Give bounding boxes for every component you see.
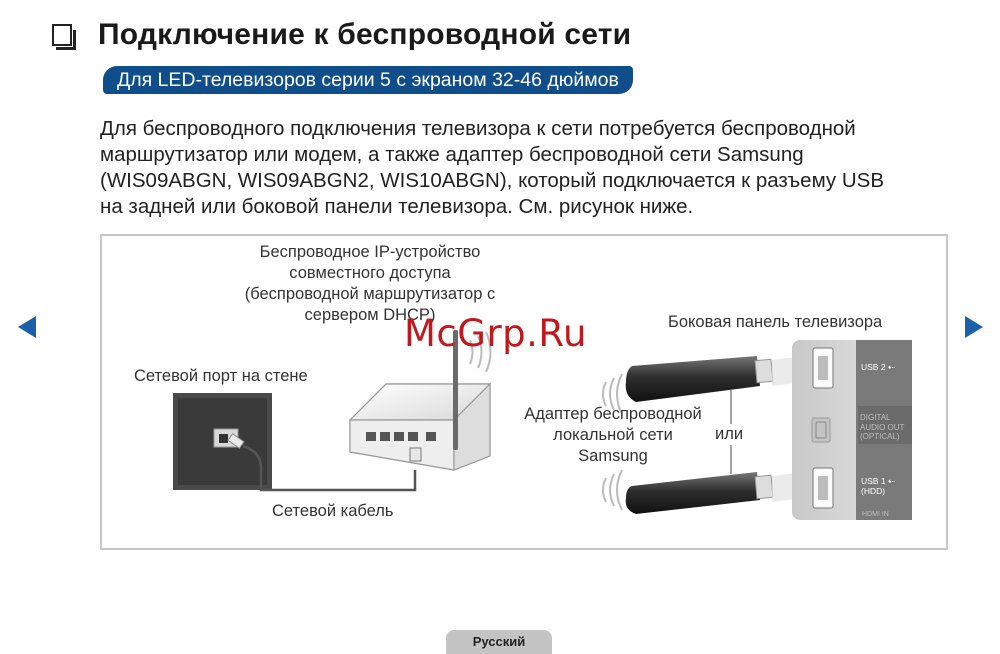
- usb-icon: ⇠: [887, 476, 896, 486]
- or-label: или: [712, 424, 746, 445]
- router-label-line: Беспроводное IP-устройство: [259, 243, 481, 261]
- wireless-adapter-bottom: [603, 470, 812, 514]
- digital-audio-line: AUDIO OUT: [860, 422, 905, 432]
- digital-audio-label: [860, 413, 904, 442]
- usb-icon: ⇠: [887, 362, 896, 372]
- tv-side-panel-label: Боковая панель телевизора: [668, 313, 883, 331]
- intro-line: (WIS09ABGN, WIS09ABGN2, WIS10ABGN), который подключается к разъему USB: [100, 169, 884, 192]
- model-banner: Для LED-телевизоров серии 5 с экраном 32-46 дюймов: [103, 66, 633, 94]
- usb1-hdd-text: (HDD): [861, 486, 886, 496]
- intro-line: на задней или боковой панели телевизора. См. рисунок ниже.: [100, 195, 694, 218]
- usb2-port-label: [861, 362, 895, 373]
- wall-illustration: [173, 393, 272, 490]
- usb1-text: USB 1: [861, 476, 886, 486]
- digital-audio-line: (OPTICAL): [860, 432, 900, 441]
- usb1-port-label: [861, 476, 895, 496]
- cable-label: Сетевой кабель: [272, 502, 394, 520]
- hdmi-port-label: HDMI IN: [862, 511, 889, 518]
- router-label-line: сервером DHCP): [304, 306, 436, 324]
- language-tab[interactable]: Русский: [446, 630, 552, 654]
- adapter-label: [522, 404, 704, 467]
- intro-line: Для беспроводного подключения телевизора к сети потребуется беспроводной: [100, 117, 856, 140]
- page-title: Подключение к беспроводной сети: [98, 18, 632, 51]
- adapter-label-line: Samsung: [578, 447, 648, 465]
- intro-line: маршрутизатор или модем, а также адаптер беспроводной сети Samsung: [100, 143, 804, 166]
- digital-audio-line: DIGITAL: [860, 413, 891, 422]
- adapter-label-line: Адаптер беспроводной: [524, 405, 702, 423]
- adapter-label-line: локальной сети: [553, 426, 673, 444]
- router-label-line: (беспроводной маршрутизатор с: [244, 285, 496, 303]
- router-label-line: совместного доступа: [289, 264, 451, 282]
- usb2-text: USB 2: [861, 362, 886, 372]
- wall-port-label: Сетевой порт на стене: [134, 367, 308, 385]
- watermark: McGrp.Ru: [404, 312, 587, 355]
